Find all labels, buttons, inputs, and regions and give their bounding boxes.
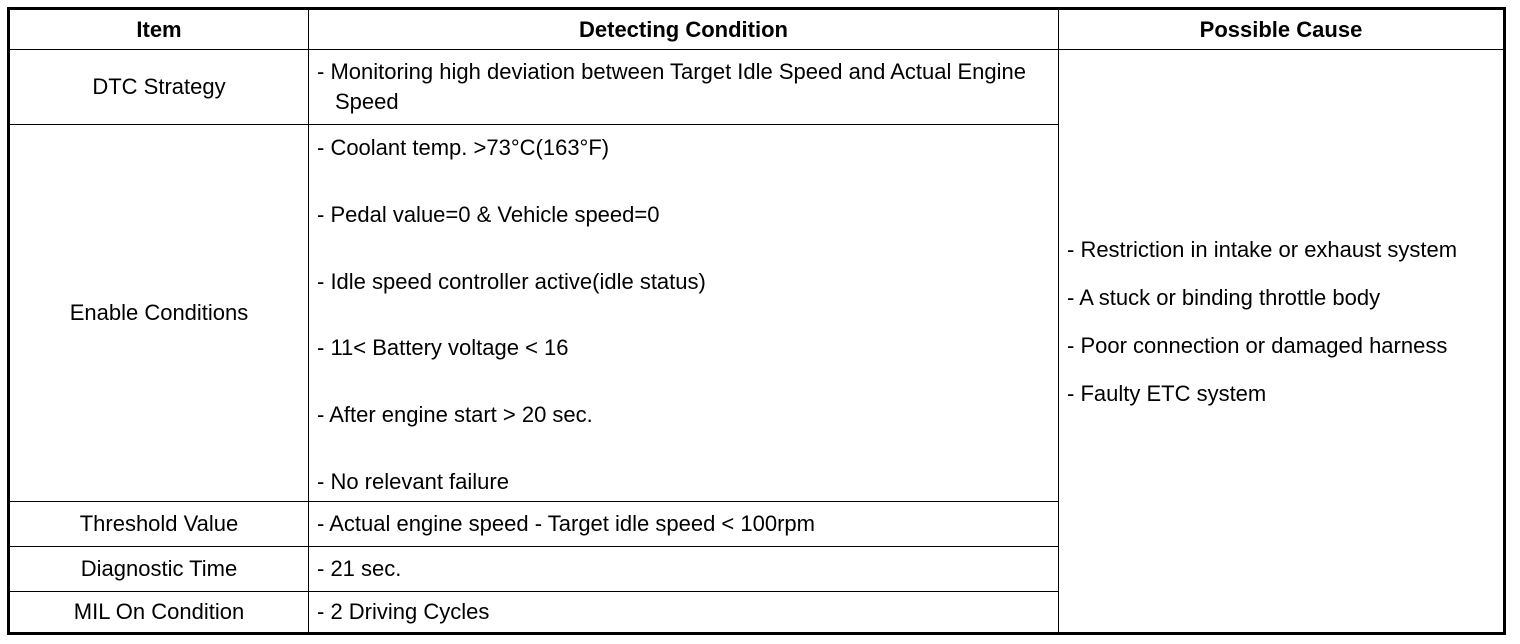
enable-condition: - Pedal value=0 & Vehicle speed=0 (317, 201, 660, 227)
item-enable-conditions: Enable Conditions (10, 125, 309, 502)
condition-text: - Actual engine speed - Target idle speed < 100rpm (317, 511, 815, 536)
enable-condition: - Idle speed controller active(idle status) (317, 268, 706, 294)
condition-dtc-strategy (309, 50, 1059, 125)
condition-text: - 2 Driving Cycles (317, 599, 490, 624)
cause-item: - A stuck or binding throttle body (1067, 284, 1381, 310)
cause-item: - Poor connection or damaged harness (1067, 332, 1448, 358)
condition-threshold-value (309, 502, 1059, 547)
enable-condition: - Coolant temp. >73°C(163°F) (317, 135, 610, 160)
condition-text: - 21 sec. (317, 556, 402, 581)
item-dtc-strategy: DTC Strategy (10, 50, 309, 125)
dtc-table (7, 7, 1506, 635)
cause-item: - Faulty ETC system (1067, 380, 1267, 406)
item-diagnostic-time: Diagnostic Time (10, 547, 309, 592)
header-item: Item (10, 10, 309, 50)
header-detecting-condition: Detecting Condition (309, 10, 1059, 50)
condition-text: - Monitoring high deviation between Target Idle Speed and Actual Engine Speed (317, 59, 1026, 114)
possible-cause-cell (1059, 50, 1503, 632)
item-threshold-value: Threshold Value (10, 502, 309, 547)
cause-item: - Restriction in intake or exhaust system (1067, 236, 1458, 262)
enable-condition: - After engine start > 20 sec. (317, 402, 593, 428)
condition-diagnostic-time (309, 547, 1059, 592)
enable-condition: - No relevant failure (317, 468, 509, 494)
enable-condition: - 11< Battery voltage < 16 (317, 335, 569, 361)
item-mil-on-condition: MIL On Condition (10, 592, 309, 632)
condition-enable-conditions (309, 125, 1059, 502)
header-possible-cause: Possible Cause (1059, 10, 1503, 50)
condition-mil-on-condition (309, 592, 1059, 632)
